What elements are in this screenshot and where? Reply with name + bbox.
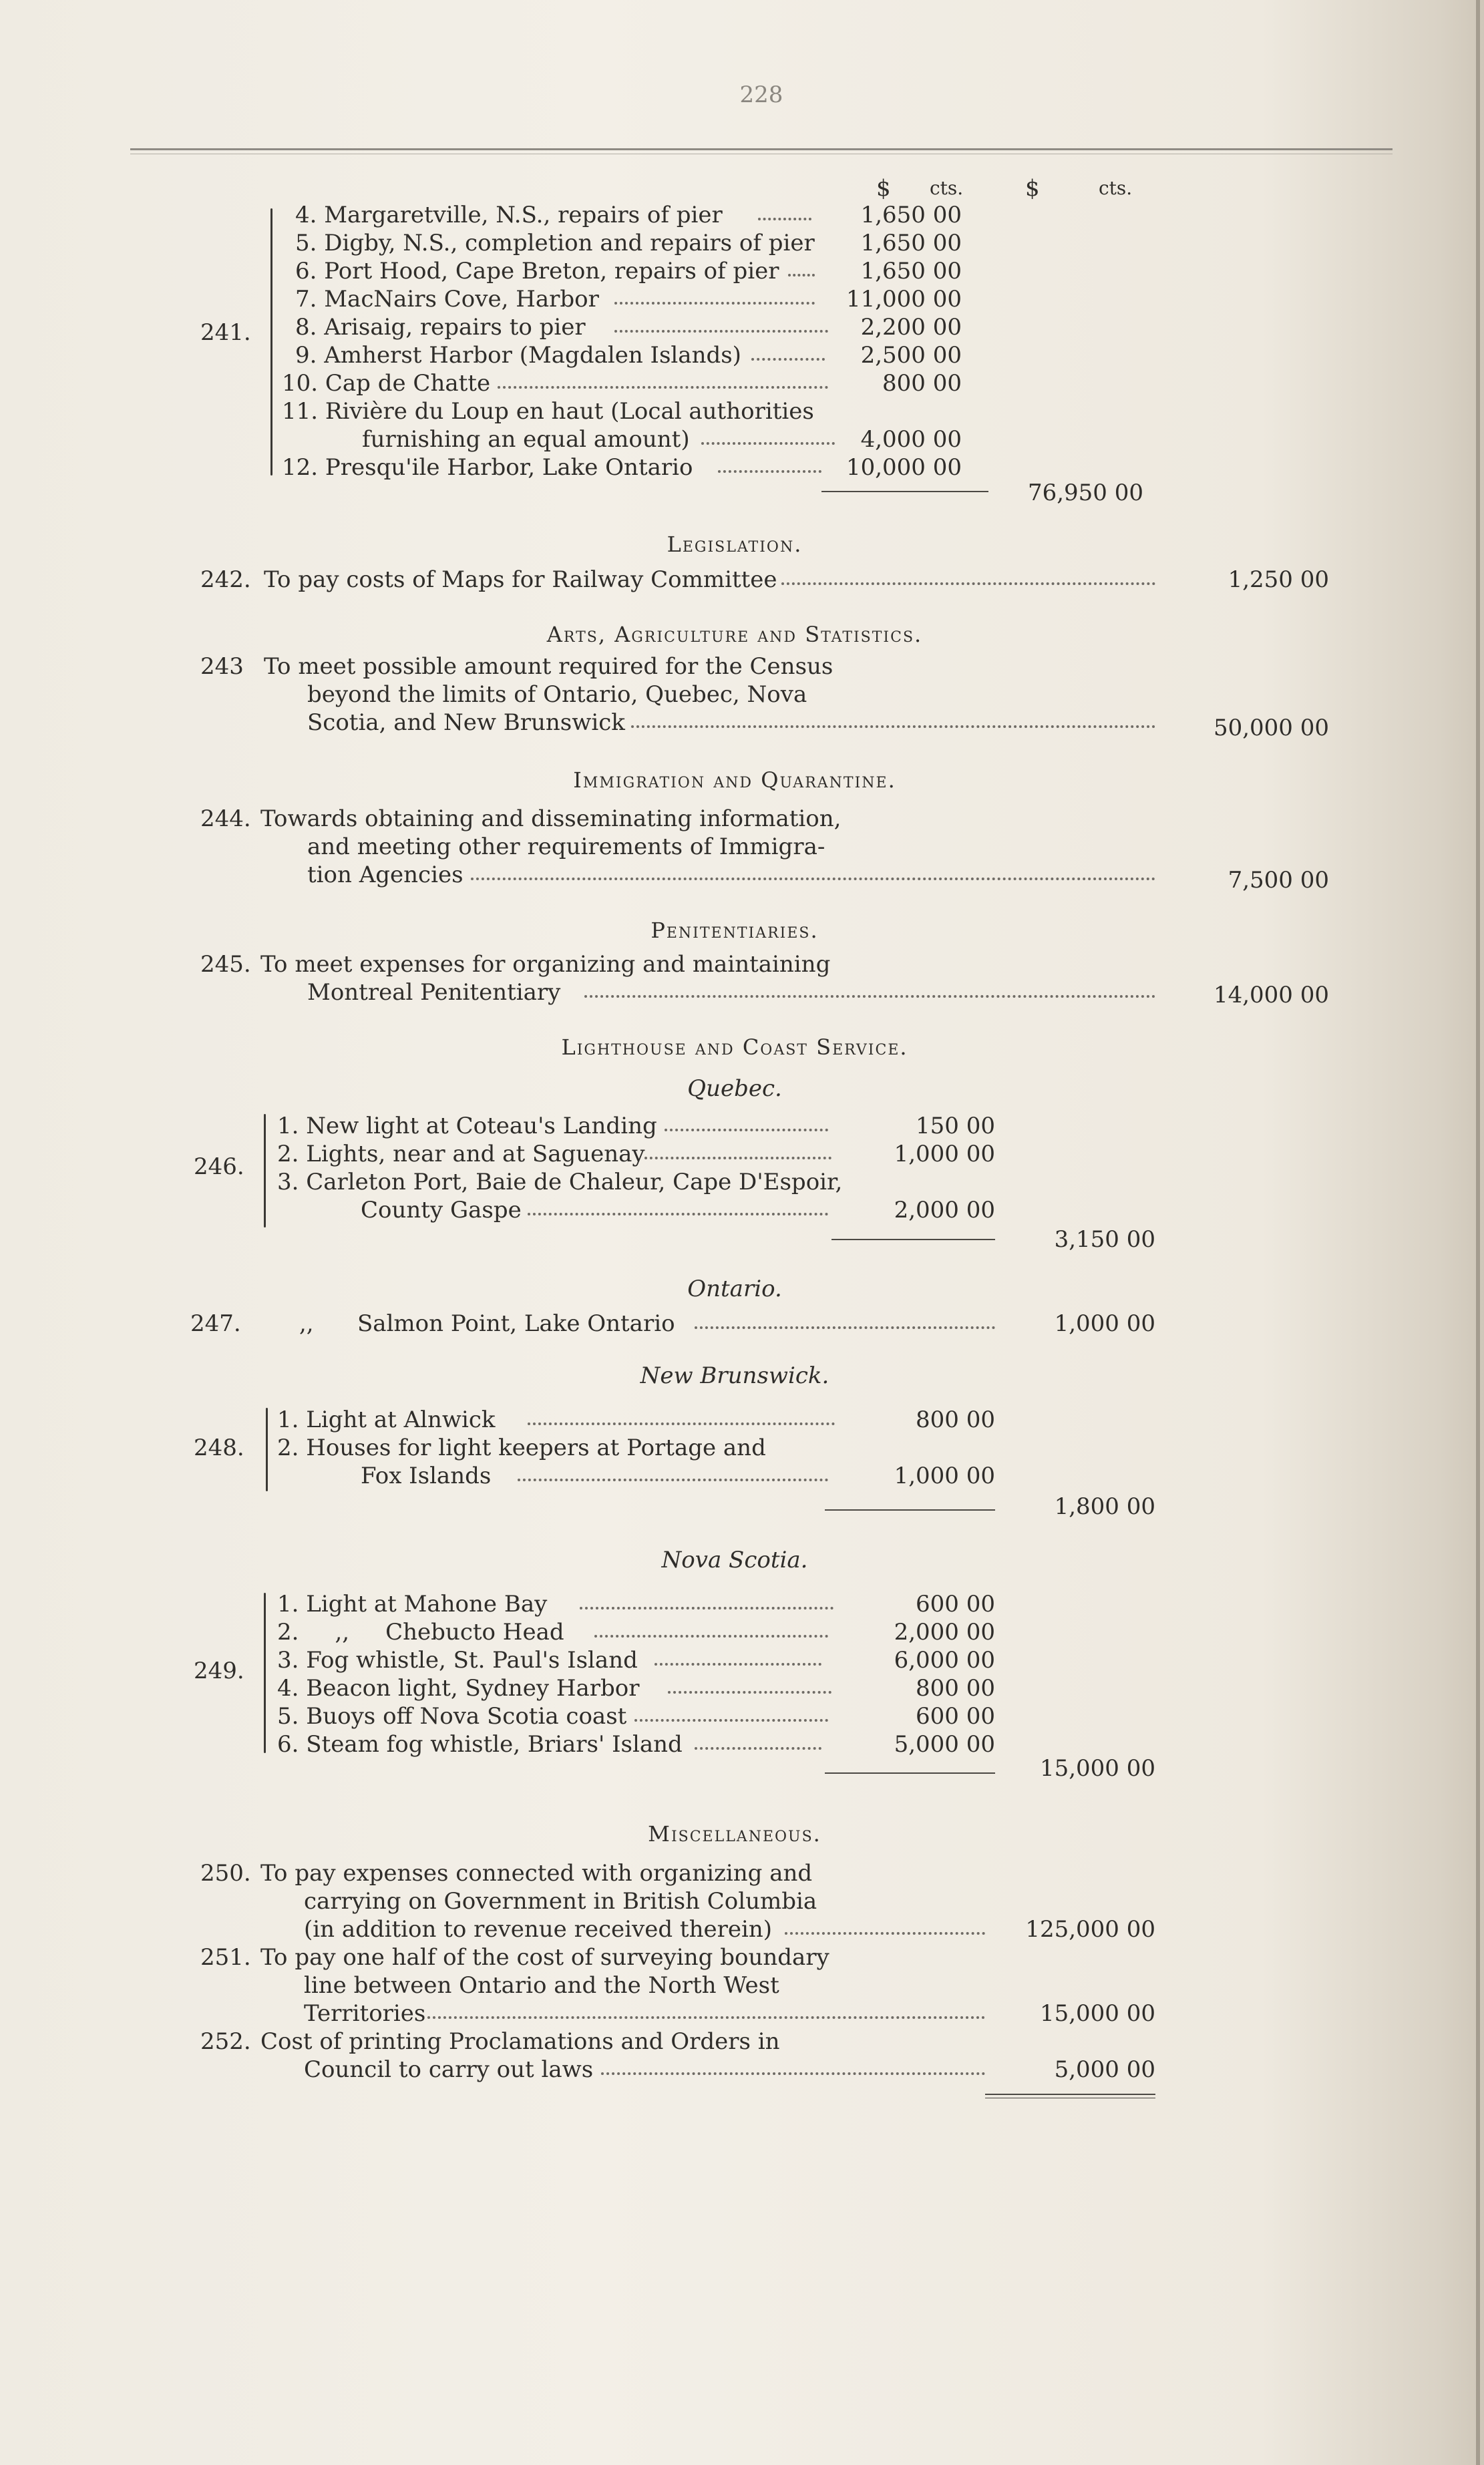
item-245-line-1: To meet expenses for organizing and maintaining xyxy=(260,951,831,978)
section-heading-arts: Arts, Agriculture and Statistics. xyxy=(546,622,923,647)
leader-dots xyxy=(614,330,828,333)
leader-dots xyxy=(528,1213,828,1215)
item-243-amount: 50,000 00 xyxy=(1213,715,1329,741)
col-header-sub-cts: cts. xyxy=(930,177,964,199)
item-241-12-amount: 10,000 00 xyxy=(846,454,962,481)
subtotal-rule xyxy=(831,1239,995,1240)
leader-dots xyxy=(427,2016,985,2019)
item-244-amount: 7,500 00 xyxy=(1228,867,1329,894)
subheading-ontario: Ontario. xyxy=(687,1276,782,1302)
item-241-5-text: 5. Digby, N.S., completion and repairs of pier xyxy=(295,230,815,256)
item-243-number: 243 xyxy=(200,653,244,680)
item-241-number: 241. xyxy=(200,319,251,346)
leader-dots xyxy=(631,725,1155,728)
item-252-number: 252. xyxy=(200,2028,251,2055)
section-heading-immigration: Immigration and Quarantine. xyxy=(573,767,896,793)
item-251-amount: 15,000 00 xyxy=(1039,2000,1155,2027)
item-249-brace xyxy=(264,1593,266,1753)
item-249-3-text: 3. Fog whistle, St. Paul's Island xyxy=(277,1647,638,1674)
item-250-line-3: (in addition to revenue received therein) xyxy=(304,1916,773,1943)
item-249-1-amount: 600 00 xyxy=(916,1591,995,1618)
item-249-5-text: 5. Buoys off Nova Scotia coast xyxy=(277,1703,627,1730)
leader-dots xyxy=(788,274,815,276)
item-241-6-amount: 1,650 00 xyxy=(860,258,962,285)
item-241-7-amount: 11,000 00 xyxy=(846,286,962,313)
leader-dots xyxy=(668,1691,831,1694)
item-244-line-3: tion Agencies xyxy=(307,862,463,888)
item-251-line-2: line between Ontario and the North West xyxy=(304,1972,779,1999)
item-249-2-amount: 2,000 00 xyxy=(894,1619,995,1646)
item-248-1-amount: 800 00 xyxy=(916,1406,995,1433)
section-heading-penitentiaries: Penitentiaries. xyxy=(651,918,819,943)
leader-dots xyxy=(718,470,821,473)
page-number: 228 xyxy=(739,81,783,108)
item-241-brace xyxy=(270,208,272,476)
item-251-number: 251. xyxy=(200,1944,251,1971)
item-252-line-1: Cost of printing Proclamations and Orders in xyxy=(260,2028,780,2055)
item-241-6-text: 6. Port Hood, Cape Breton, repairs of pier xyxy=(295,258,779,285)
col-header-sub-dollars: $ xyxy=(876,175,891,202)
leader-dots xyxy=(785,1932,985,1935)
leader-dots xyxy=(655,1663,821,1666)
leader-dots xyxy=(601,2072,985,2075)
leader-dots xyxy=(518,1479,828,1481)
item-241-4-amount: 1,650 00 xyxy=(860,202,962,228)
item-251-line-3: Territories xyxy=(304,2000,426,2027)
page-edge-shadow xyxy=(1476,0,1480,2465)
item-246-brace xyxy=(264,1114,266,1227)
leader-dots xyxy=(614,302,815,305)
item-248-2-cont-text: Fox Islands xyxy=(361,1463,492,1489)
item-250-line-2: carrying on Government in British Columbia xyxy=(304,1888,817,1915)
item-246-number: 246. xyxy=(194,1153,244,1180)
subheading-new-brunswick: New Brunswick. xyxy=(640,1362,829,1389)
item-246-2-text: 2. Lights, near and at Saguenay xyxy=(277,1141,645,1167)
subtotal-rule xyxy=(825,1509,995,1511)
item-241-8-text: 8. Arisaig, repairs to pier xyxy=(295,314,586,341)
item-247-number: 247. xyxy=(190,1310,241,1337)
item-241-8-amount: 2,200 00 xyxy=(860,314,962,341)
leader-dots xyxy=(781,582,1155,585)
item-241-9-text: 9. Amherst Harbor (Magdalen Islands) xyxy=(295,342,741,369)
subtotal-rule xyxy=(821,491,988,492)
item-242-amount: 1,250 00 xyxy=(1228,566,1329,593)
leader-dots xyxy=(644,1157,831,1159)
item-241-11-cont-text: furnishing an equal amount) xyxy=(362,426,690,453)
section-heading-legislation: Legislation. xyxy=(667,532,803,557)
leader-dots xyxy=(498,386,828,389)
item-243-line-3: Scotia, and New Brunswick xyxy=(307,709,625,736)
col-header-main-dollars: $ xyxy=(1025,175,1040,202)
total-rule xyxy=(985,2094,1155,2095)
subheading-quebec: Quebec. xyxy=(687,1075,782,1102)
leader-dots xyxy=(594,1635,828,1638)
section-heading-lighthouse: Lighthouse and Coast Service. xyxy=(561,1034,908,1060)
item-249-number: 249. xyxy=(194,1658,244,1684)
item-241-11-text: 11. Rivière du Loup en haut (Local authorities xyxy=(282,398,814,425)
item-251-line-1: To pay one half of the cost of surveying boundary xyxy=(260,1944,829,1971)
item-246-total: 3,150 00 xyxy=(1054,1226,1155,1253)
item-241-7-text: 7. MacNairs Cove, Harbor xyxy=(295,286,599,313)
subheading-nova-scotia: Nova Scotia. xyxy=(661,1547,808,1573)
item-246-3-cont-text: County Gaspe xyxy=(361,1197,522,1223)
item-242-text: To pay costs of Maps for Railway Committee xyxy=(264,566,777,593)
item-248-1-text: 1. Light at Alnwick xyxy=(277,1406,496,1433)
subtotal-rule xyxy=(825,1772,995,1774)
leader-dots xyxy=(580,1607,833,1609)
item-249-6-text: 6. Steam fog whistle, Briars' Island xyxy=(277,1731,683,1758)
item-241-5-amount: 1,650 00 xyxy=(860,230,962,256)
item-241-total: 76,950 00 xyxy=(1027,480,1143,506)
item-247-amount: 1,000 00 xyxy=(1054,1310,1155,1337)
leader-dots xyxy=(634,1719,828,1722)
leader-dots xyxy=(528,1423,835,1425)
item-245-amount: 14,000 00 xyxy=(1213,982,1329,1008)
item-249-4-amount: 800 00 xyxy=(916,1675,995,1702)
item-250-line-1: To pay expenses connected with organizing and xyxy=(260,1860,813,1887)
leader-dots xyxy=(471,878,1155,880)
leader-dots xyxy=(695,1747,821,1750)
item-252-amount: 5,000 00 xyxy=(1054,2056,1155,2083)
item-247-ditto: ,, xyxy=(299,1310,314,1337)
item-241-11-amount: 4,000 00 xyxy=(860,426,962,453)
item-241-4-text: 4. Margaretville, N.S., repairs of pier xyxy=(295,202,723,228)
header-rule xyxy=(130,148,1393,150)
item-248-2-text: 2. Houses for light keepers at Portage and xyxy=(277,1435,766,1461)
item-245-number: 245. xyxy=(200,951,251,978)
item-246-1-text: 1. New light at Coteau's Landing xyxy=(277,1113,657,1139)
item-249-2-text: 2. ,, Chebucto Head xyxy=(277,1619,564,1646)
item-247-text: Salmon Point, Lake Ontario xyxy=(357,1310,675,1337)
item-248-total: 1,800 00 xyxy=(1054,1493,1155,1520)
item-250-number: 250. xyxy=(200,1860,251,1887)
item-244-number: 244. xyxy=(200,805,251,832)
item-248-2-amount: 1,000 00 xyxy=(894,1463,995,1489)
item-249-6-amount: 5,000 00 xyxy=(894,1731,995,1758)
item-249-total: 15,000 00 xyxy=(1039,1755,1155,1782)
item-245-line-2: Montreal Penitentiary xyxy=(307,979,561,1006)
item-250-amount: 125,000 00 xyxy=(1025,1916,1155,1943)
leader-dots xyxy=(695,1326,995,1329)
item-248-number: 248. xyxy=(194,1435,244,1461)
leader-dots xyxy=(665,1129,828,1131)
item-243-line-1: To meet possible amount required for the Census xyxy=(264,653,833,680)
item-249-1-text: 1. Light at Mahone Bay xyxy=(277,1591,548,1618)
item-246-2-amount: 1,000 00 xyxy=(894,1141,995,1167)
item-248-brace xyxy=(266,1408,268,1491)
leader-dots xyxy=(584,995,1155,998)
item-249-4-text: 4. Beacon light, Sydney Harbor xyxy=(277,1675,640,1702)
col-header-main-cts: cts. xyxy=(1099,177,1133,199)
item-246-3-text: 3. Carleton Port, Baie de Chaleur, Cape D'Espoir, xyxy=(277,1169,843,1195)
item-246-1-amount: 150 00 xyxy=(916,1113,995,1139)
item-243-line-2: beyond the limits of Ontario, Quebec, Nova xyxy=(307,681,807,708)
item-242-number: 242. xyxy=(200,566,251,593)
item-241-10-text: 10. Cap de Chatte xyxy=(282,370,491,397)
item-244-line-2: and meeting other requirements of Immigra- xyxy=(307,833,825,860)
item-241-10-amount: 800 00 xyxy=(882,370,962,397)
item-252-line-2: Council to carry out laws xyxy=(304,2056,594,2083)
section-heading-miscellaneous: Miscellaneous. xyxy=(648,1821,821,1847)
item-249-5-amount: 600 00 xyxy=(916,1703,995,1730)
item-244-line-1: Towards obtaining and disseminating information, xyxy=(260,805,842,832)
item-249-3-amount: 6,000 00 xyxy=(894,1647,995,1674)
item-241-12-text: 12. Presqu'ile Harbor, Lake Ontario xyxy=(282,454,693,481)
leader-dots xyxy=(758,218,811,220)
item-241-9-amount: 2,500 00 xyxy=(860,342,962,369)
item-246-3-amount: 2,000 00 xyxy=(894,1197,995,1223)
